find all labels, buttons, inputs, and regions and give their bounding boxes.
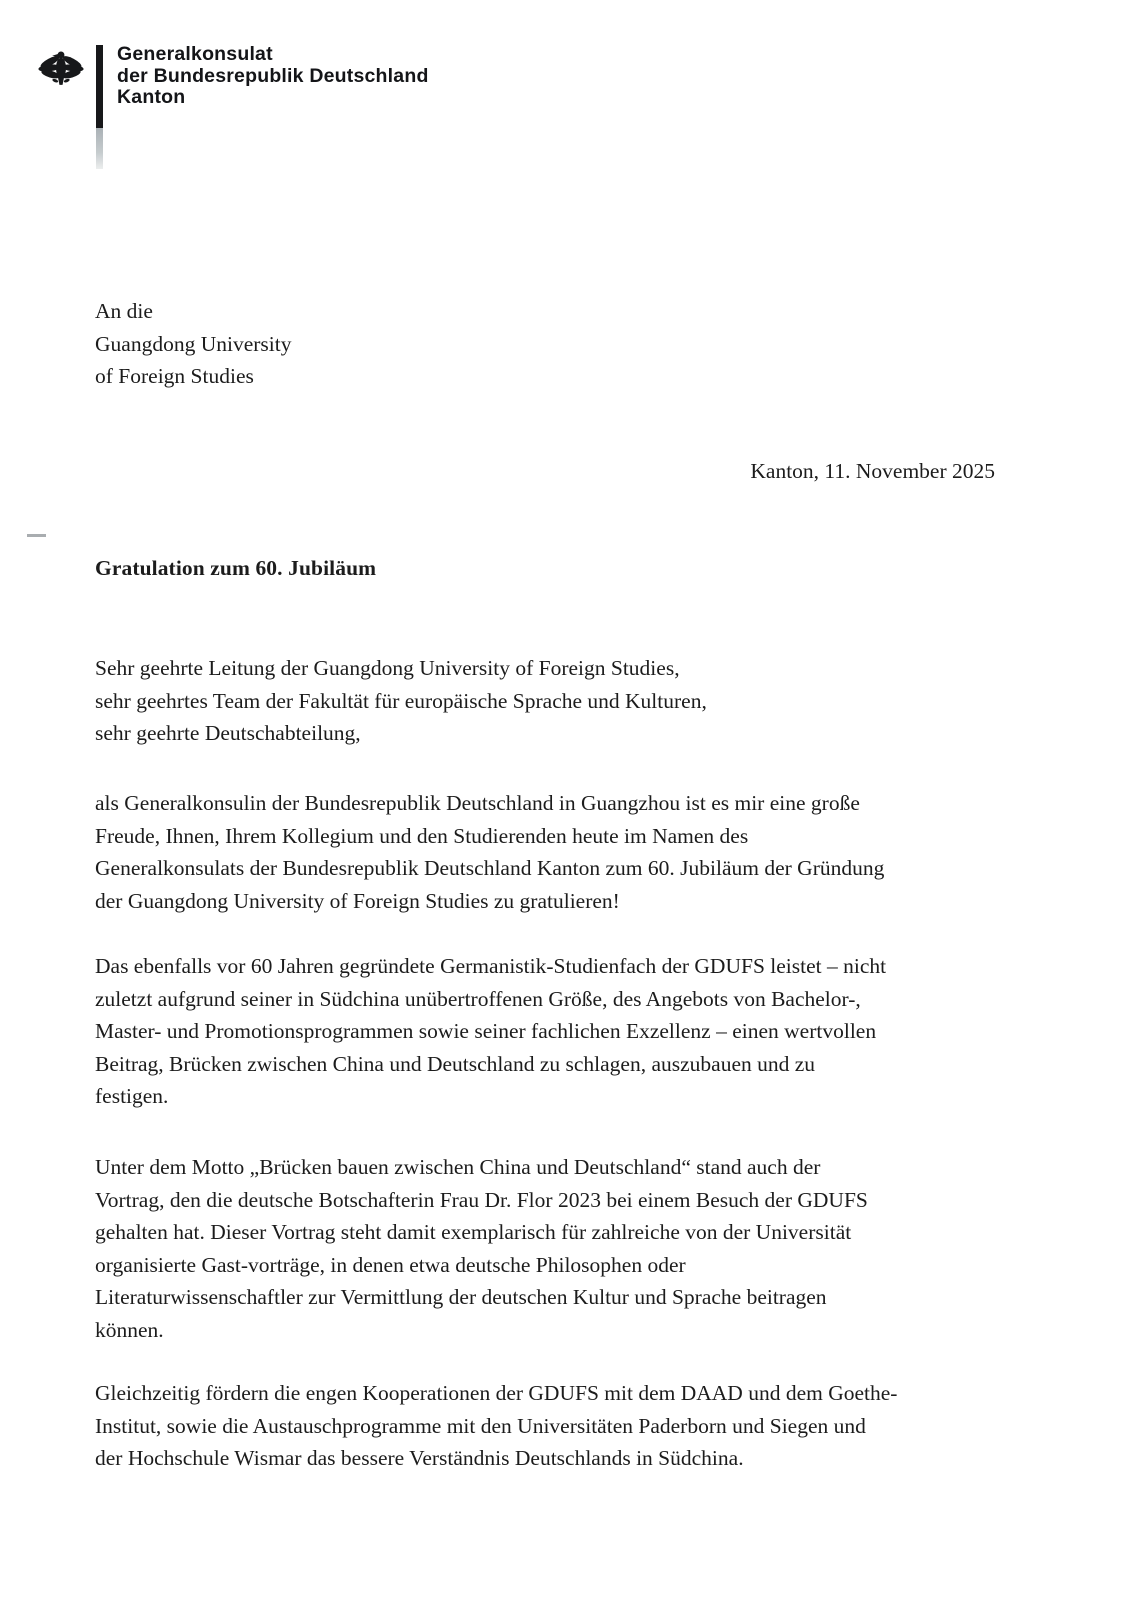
fold-mark <box>27 534 46 537</box>
text-line: gehalten hat. Dieser Vortrag steht damit exemplarisch für zahlreiche von der Universität <box>95 1220 852 1245</box>
text-line: Das ebenfalls vor 60 Jahren gegründete Germanistik-Studienfach der GDUFS leistet – nicht <box>95 954 887 978</box>
text-line: der Bundesrepublik Deutschland <box>117 64 429 87</box>
text-line: Literaturwissenschaftler zur Vermittlung der deutschen Kultur und Sprache beitragen <box>95 1285 827 1310</box>
recipient-address <box>95 295 291 393</box>
letterhead-divider-bar <box>96 45 103 128</box>
text-line: An die <box>95 299 153 323</box>
text-line: sehr geehrtes Team der Fakultät für europäische Sprache und Kulturen, <box>95 688 707 713</box>
text-line: Unter dem Motto „Brücken bauen zwischen China und Deutschland“ stand auch der <box>95 1155 821 1179</box>
text-line: Guangdong University <box>95 331 292 356</box>
text-line: organisierte Gast-vorträge, in denen etwa deutsche Philosophen oder <box>95 1252 686 1277</box>
text-line: of Foreign Studies <box>95 364 254 389</box>
text-line: zuletzt aufgrund seiner in Südchina unübertroffenen Größe, des Angebots von Bachelor-, <box>95 986 861 1011</box>
text-line: Freude, Ihnen, Ihrem Kollegium und den Studierenden heute im Namen des <box>95 823 749 848</box>
place-date-line: Kanton, 11. November 2025 <box>750 459 995 483</box>
text-line: Generalkonsulat <box>117 43 273 65</box>
text-line: Sehr geehrte Leitung der Guangdong University of Foreign Studies, <box>95 656 680 680</box>
salutation <box>95 652 707 750</box>
text-line: Kanton <box>117 86 186 108</box>
text-line: Generalkonsulats der Bundesrepublik Deutschland Kanton zum 60. Jubiläum der Gründung <box>95 856 885 881</box>
text-line: Gleichzeitig fördern die engen Kooperationen der GDUFS mit dem DAAD und dem Goethe- <box>95 1381 898 1405</box>
text-line: können. <box>95 1317 164 1342</box>
text-line: sehr geehrte Deutschabteilung, <box>95 721 361 746</box>
text-line: Institut, sowie die Austauschprogramme mit den Universitäten Paderborn und Siegen und <box>95 1413 866 1438</box>
text-line: Master- und Promotionsprogrammen sowie seiner fachlichen Exzellenz – einen wertvollen <box>95 1019 877 1044</box>
subject-line: Gratulation zum 60. Jubiläum <box>95 556 377 580</box>
text-line: der Hochschule Wismar das bessere Verständnis Deutschlands in Südchina. <box>95 1446 744 1471</box>
text-line: als Generalkonsulin der Bundesrepublik Deutschland in Guangzhou ist es mir eine große <box>95 791 860 815</box>
text-line: festigen. <box>95 1084 169 1109</box>
bundesadler-eagle-icon <box>38 44 84 92</box>
letterhead-divider-bar-fade <box>96 128 103 169</box>
paragraph-congratulation <box>95 787 884 917</box>
consulate-name <box>117 44 429 109</box>
text-line: Beitrag, Brücken zwischen China und Deutschland zu schlagen, auszubauen und zu <box>95 1051 816 1076</box>
paragraph-german-studies <box>95 950 886 1113</box>
paragraph-cooperations <box>95 1377 897 1475</box>
text-line: Vortrag, den die deutsche Botschafterin Frau Dr. Flor 2023 bei einem Besuch der GDUFS <box>95 1187 868 1212</box>
paragraph-motto-lectures <box>95 1151 868 1347</box>
text-line: der Guangdong University of Foreign Studies zu gratulieren! <box>95 888 620 913</box>
